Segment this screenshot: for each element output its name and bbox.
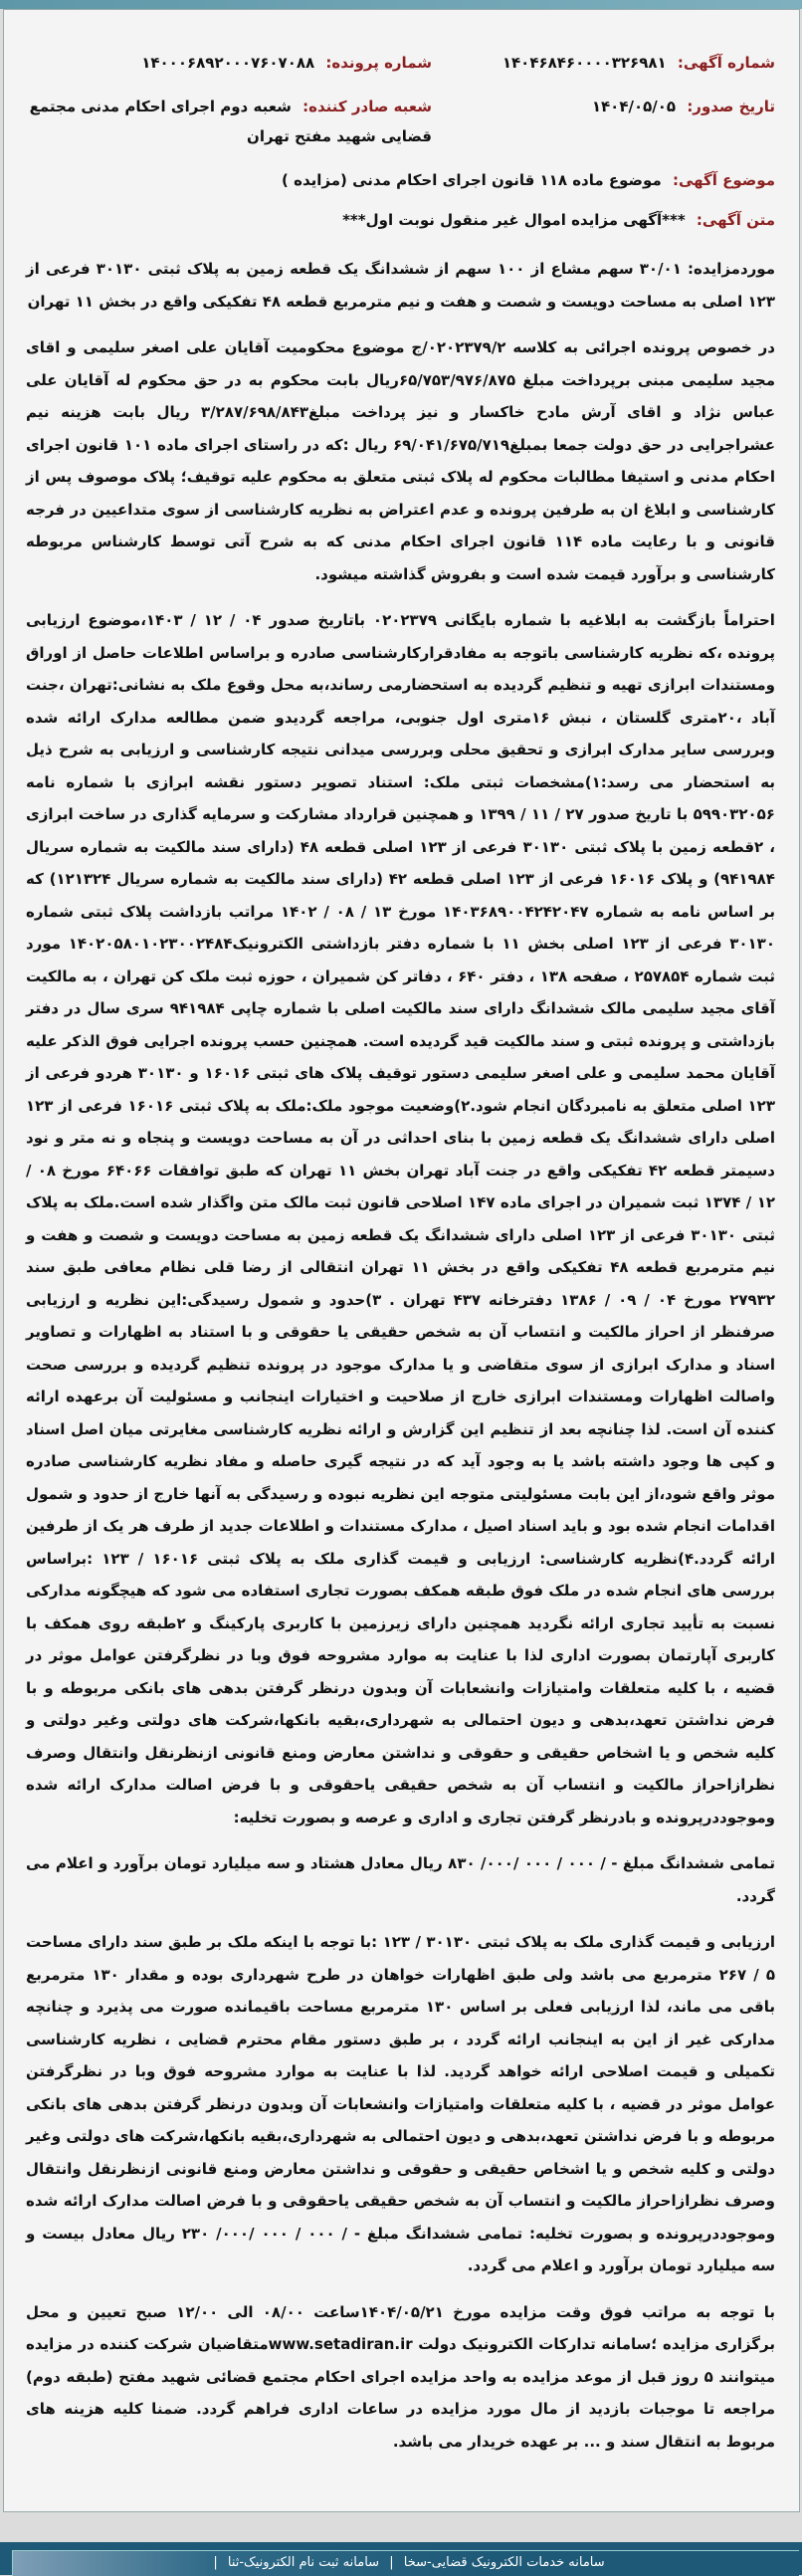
footer-separator: | <box>213 2555 218 2570</box>
subject <box>26 165 775 195</box>
subject-value: موضوع ماده ۱۱۸ قانون اجرای احکام مدنی (مزایده ) <box>282 171 662 189</box>
top-bar <box>0 0 802 9</box>
page-gutter <box>0 2512 802 2542</box>
case-number-label: شماره پرونده: <box>325 54 432 72</box>
valuation-2-paragraph: ارزیابی و قیمت گذاری ملک به پلاک ثبتی ۳۰۱۳۰ / ۱۲۳ :با توجه با اینکه ملک بر طبق سند دارای مساحت ۵ / ۲۶۷ مترمربع می باشد ولی طبق اظهارات خواهان در طرح شهرداری بوده و مقدار ۱۳۰ مترمربع باقی می ماند، لذا ارزیابی فعلی بر اساس ۱۳۰ مترمربع مساحت باقیمانده صورت می پذیرد و چنانچه مدارکی غیر از این به اینجانب ارائه گردد ، بر طبق دستور مقام محترم قضایی ، نظریه کارشناسی تکمیلی و قیمت اصلاحی ارائه خواهد گردید. لذا با عنایت به موارد مشروحه فوق وبا در نظرگرفتن عوامل موثر در قضیه ، با کلیه متعلقات وامتیازات وانشعابات آن وبدون درنظر گرفتن بدهی های بانکی مربوطه و با فرض نداشتن تعهد،بدهی و دیون احتمالی به شهرداری،بقیه بانکها،شرکت های دولتی وغیر دولتی و کلیه شخص و یا اشخاص حقیقی و حقوقی و نداشتن معارض ومنع قانونی ازنظرنقل وانتقال وصرف نظرازاحراز مالکیت و انتساب آن به شخص حقیقی یاحقوقی و با فرض اصالت مدارک ارائه شده وموجوددرپرونده و بصورت تخلیه: تمامی ششدانگ مبلغ - / ۰۰۰ / ۰۰۰ /۰۰۰/ ۲۳۰ ریال معادل بیست و سه میلیارد تومان برآورد و اعلام می گردد. <box>26 1933 776 2274</box>
notice-body <box>26 253 775 2458</box>
subject-label: موضوع آگهی: <box>672 171 775 189</box>
notice-panel <box>3 9 800 2512</box>
expert-report-paragraph: احتراماً بازگشت به ابلاغیه با شماره بایگانی ۰۲۰۲۳۷۹ باتاریخ صدور ۰۴ / ۱۲ / ۱۴۰۳،موضوع ارزیابی پرونده ،که نظریه کارشناسی باتوجه به مفادقرارکارشناسی صادره و براساس اطلاعات حاصل از اوراق ومستندات ابرازی تهیه و تنظیم گردیده به استحضارمی رساند،به محل وقوع ملک به نشانی:تهران ،جنت آباد ،۲۰متری گلستان ، نبش ۱۶متری اول جنوبی، مراجعه گردیدو ضمن مطالعه مدارک ارائه شده وبررسی سایر مدارک ابرازی و تحقیق محلی وبررسی میدانی نتیجه کارشناسی و ارزیابی به شرح ذیل به استحضار می رسد:۱)مشخصات ثبتی ملک: استناد تصویر دستور نقشه ابرازی با شماره نامه ۵۹۹۰۳۲۰۵۶ با تاریخ صدور ۲۷ / ۱۱ / ۱۳۹۹ و همچنین قرارداد مشارکت و سرمایه گذاری در ساخت ابرازی ، ۲قطعه زمین با پلاک ثبتی ۳۰۱۳۰ فرعی از ۱۲۳ اصلی قطعه ۴۸ (دارای سند مالکیت به شماره سریال ۹۴۱۹۸۴) و پلاک ۱۶۰۱۶ فرعی از ۱۲۳ اصلی قطعه ۴۲ (دارای سند مالکیت به شماره سریال ۱۲۱۳۲۴) که بر اساس نامه به شماره ۱۴۰۳۶۸۹۰۰۴۲۴۲۰۴۷ مورخ ۱۳ / ۰۸ / ۱۴۰۲ مراتب بازداشت پلاک ثبتی شماره ۳۰۱۳۰ فرعی از ۱۲۳ اصلی بخش ۱۱ با شماره دفتر بازداشتی الکترونیک۱۴۰۲۰۵۸۰۱۰۲۳۰۰۲۴۸۴ مورد ثبت شماره ۲۵۷۸۵۴ ، صفحه ۱۳۸ ، دفتر ۶۴۰ ، دفاتر کن شمیران ، حوزه ثبت ملک کن تهران ، به مالکیت آقای مجید سلیمی مالک ششدانگ دارای سند مالکیت اصلی با شماره چاپی ۹۴۱۹۸۴ سری سال در دفتر بازداشتی و پرونده ثبتی و سند مالکیت قید گردیده است. همچنین حسب پرونده اجرایی فوق الذکر علیه آقایان محمد سلیمی و علی اصغر سلیمی دستور توقیف پلاک های ثبتی ۱۶۰۱۶ و ۳۰۱۳۰ هردو فرعی از ۱۲۳ اصلی متعلق به نامبردگان انجام شود.۲)وضعیت موجود ملک:ملک به پلاک ثبتی ۱۶۰۱۶ فرعی از ۱۲۳ اصلی دارای ششدانگ یک قطعه زمین با بنای احداثی در آن به مساحت دویست و پنجاه و نه متر و نود دسیمتر قطعه ۴۲ تفکیکی واقع در جنت آباد تهران بخش ۱۱ تهران که طبق توافقات ۶۴۰۶۶ مورخ ۰۸ / ۱۲ / ۱۳۷۴ ثبت شمیران در اجرای ماده ۱۴۷ اصلاحی قانون ثبت مالک متن واگذار شده است.ملک به پلاک ثبتی ۳۰۱۳۰ فرعی از ۱۲۳ اصلی دارای ششدانگ یک قطعه زمین به مساحت دویست و شصت و هفت و نیم مترمربع قطعه ۴۸ تفکیکی واقع در بخش ۱۱ تهران انتقالی از رضا قلی نظام معافی طبق سند ۲۷۹۳۲ مورخ ۰۴ / ۰۹ / ۱۳۸۶ دفترخانه ۴۳۷ تهران . ۳)حدود و شمول رسیدگی:این نظریه و ارزیابی صرفنظر از احراز مالکیت و انتساب آن به شخص حقیقی یا حقوقی و با استناد به اظهارات و تصاویر اسناد و مدارک ابرازی از سوی متقاضی و یا مدارک موجود در پرونده تنظیم گردیده و بررسی صحت واصالت اظهارات ومستندات ابرازی خارج از صلاحیت و اختیارات اینجانب و مسئولیت آن برعهده ارائه کننده آن است. لذا چنانچه بعد از تنظیم این گزارش و ارائه نظریه کارشناسی مغایرتی میان اصل اسناد و کپی ها وجود داشته باشد یا به وجود آید که در نتیجه گیری حاصله و مفاد نظریه کارشناسی صادره موثر واقع شود،از این بابت مسئولیتی متوجه این نظریه نبوده و رسیدگی به آنها خارج از حدود و شمول اقدامات انجام شده بود و باید اسناد اصیل ، مدارک مستندات و اطلاعات جدید از طرف هر یک از طرفین ارائه گردد.۴)نظریه کارشناسی: ارزیابی و قیمت گذاری ملک به پلاک ثبتی ۱۶۰۱۶ / ۱۲۳ :براساس بررسی های انجام شده در ملک فوق طبقه همکف بصورت تجاری استفاده می شود که هیچگونه مدارکی نسبت به تأیید تجاری ارائه نگردید همچنین دارای زیرزمین با کاربری پارکینگ و ۲طبقه روی همکف با کاربری آپارتمان بصورت اداری لذا با عنایت به موارد مشروحه فوق وبا در نظرگرفتن عوامل موثر در قضیه ، با کلیه متعلقات وامتیازات وانشعابات آن وبدون درنظر گرفتن بدهی های بانکی مربوطه و با فرض نداشتن تعهد،بدهی و دیون احتمالی به شهرداری،بقیه بانکها،شرکت های دولتی وغیر دولتی و کلیه شخص و یا اشخاص حقیقی و حقوقی و نداشتن معارض ومنع قانونی ازنظرنقل وانتقال وصرف نظرازاحراز مالکیت و انتساب آن به شخص حقیقی یاحقوقی و با فرض اصالت مدارک ارائه شده وموجوددرپرونده و بادرنظر گرفتن تجاری و اداری و عرصه و بصورت تخلیه: <box>26 611 776 1826</box>
sakha-link[interactable]: سامانه خدمات الکترونیک قضایی-سخا <box>403 2555 605 2570</box>
notice-text-title-value: ***آگهی مزایده اموال غیر منقول نوبت اول*** <box>342 211 686 229</box>
footer-separator: | <box>389 2555 394 2570</box>
header-row-1 <box>26 48 775 78</box>
issuing-branch <box>26 92 432 151</box>
footer-links <box>12 2550 799 2576</box>
issuing-branch-value: شعبه دوم اجرای احکام مدنی مجتمع قضایی شهید مفتح تهران <box>29 98 432 145</box>
notice-header <box>26 48 775 151</box>
case-number-value: ۱۴۰۰۰۶۸۹۲۰۰۰۷۶۰۷۰۸۸ <box>141 54 315 72</box>
notice-text-label: متن آگهی: <box>696 211 775 229</box>
footer <box>0 2542 802 2575</box>
auction-item-paragraph: موردمزایده: ۳۰/۰۱ سهم مشاع از ۱۰۰ سهم از ششدانگ یک قطعه زمین به پلاک ثبتی ۳۰۱۳۰ فرعی از ۱۲۳ اصلی به مساحت دویست و شصت و هفت و نیم مترمربع قطعه ۴۸ تفکیکی واقع در بخش ۱۱ تهران <box>26 260 775 311</box>
issue-date-label: تاریخ صدور: <box>687 98 775 115</box>
header-row-2 <box>26 92 775 151</box>
notice-text-title <box>26 205 775 235</box>
sana-link[interactable]: سامانه ثبت نام الکترونیک-ثنا <box>227 2555 380 2570</box>
case-paragraph: در خصوص پرونده اجرائی به کلاسه ۰۲۰۲۳۷۹/۲/ج موضوع محکومیت آقایان علی اصغر سلیمی و اقای مجید سلیمی مبنی برپرداخت مبلغ ۶۵/۷۵۳/۹۷۶/۸۷۵ریال بابت محکوم به در حق محکوم له آقایان علی عباس نژاد و اقای آرش مادح خاکسار و نیز پرداخت مبلغ۳/۲۸۷/۶۹۸/۸۴۳ ریال بابت هزینه نیم عشراجرایی در حق دولت جمعا بمبلغ۶۹/۰۴۱/۶۷۵/۷۱۹ ریال :که در راستای اجرای ماده ۱۰۱ قانون اجرای احکام مدنی و استیفا مطالبات محکوم له پلاک ثبتی متعلق به محکوم علیه توقیف؛ پلاک موصوف پس از کارشناسی و ابلاغ ان به طرفین پرونده و عدم اعتراض به نظریه کارشناسی از سوی متداعیین در فرجه قانونی و با رعایت ماده ۱۱۴ قانون اجرای احکام مدنی که به شرح آتی توسط کارشناس مربوطه کارشناسی و برآورد قیمت شده است و بفروش گذاشته میشود. <box>26 338 775 583</box>
auction-time-paragraph: با توجه به مراتب فوق وقت مزایده مورخ ۱۴۰۴/۰۵/۲۱ساعت ۰۸/۰۰ الی ۱۲/۰۰ صبح تعیین و محل برگزاری مزایده ؛سامانه تدارکات الکترونیک دولت www.setadiran.irمتقاضیان شرکت کننده در مزایده میتوانند ۵ روز قبل از موعد مزایده به واحد مزایده اجرای احکام مجتمع قضائی شهید مفتح (طبقه دوم) مراجعه تا موجبات بازدید از مال مورد مزایده در ساعات اداری فراهم گردد. ضمنا کلیه هزینه های مربوط به انتقال سند و ... بر عهده خریدار می باشد. <box>26 2302 775 2451</box>
issue-date-value: ۱۴۰۴/۰۵/۰۵ <box>591 98 677 115</box>
issuing-branch-label: شعبه صادر کننده: <box>302 98 432 115</box>
ad-number-value: ۱۴۰۴۶۸۴۶۰۰۰۰۳۲۶۹۸۱ <box>501 54 667 72</box>
case-number <box>26 48 432 78</box>
ad-number <box>432 48 775 78</box>
ad-number-label: شماره آگهی: <box>677 54 775 72</box>
issue-date <box>432 92 775 121</box>
valuation-1-paragraph: تمامی ششدانگ مبلغ - / ۰۰۰ / ۰۰۰ /۰۰۰/ ۸۳۰ ریال معادل هشتاد و سه میلیارد تومان برآورد و اعلام می گردد. <box>26 1854 775 1905</box>
